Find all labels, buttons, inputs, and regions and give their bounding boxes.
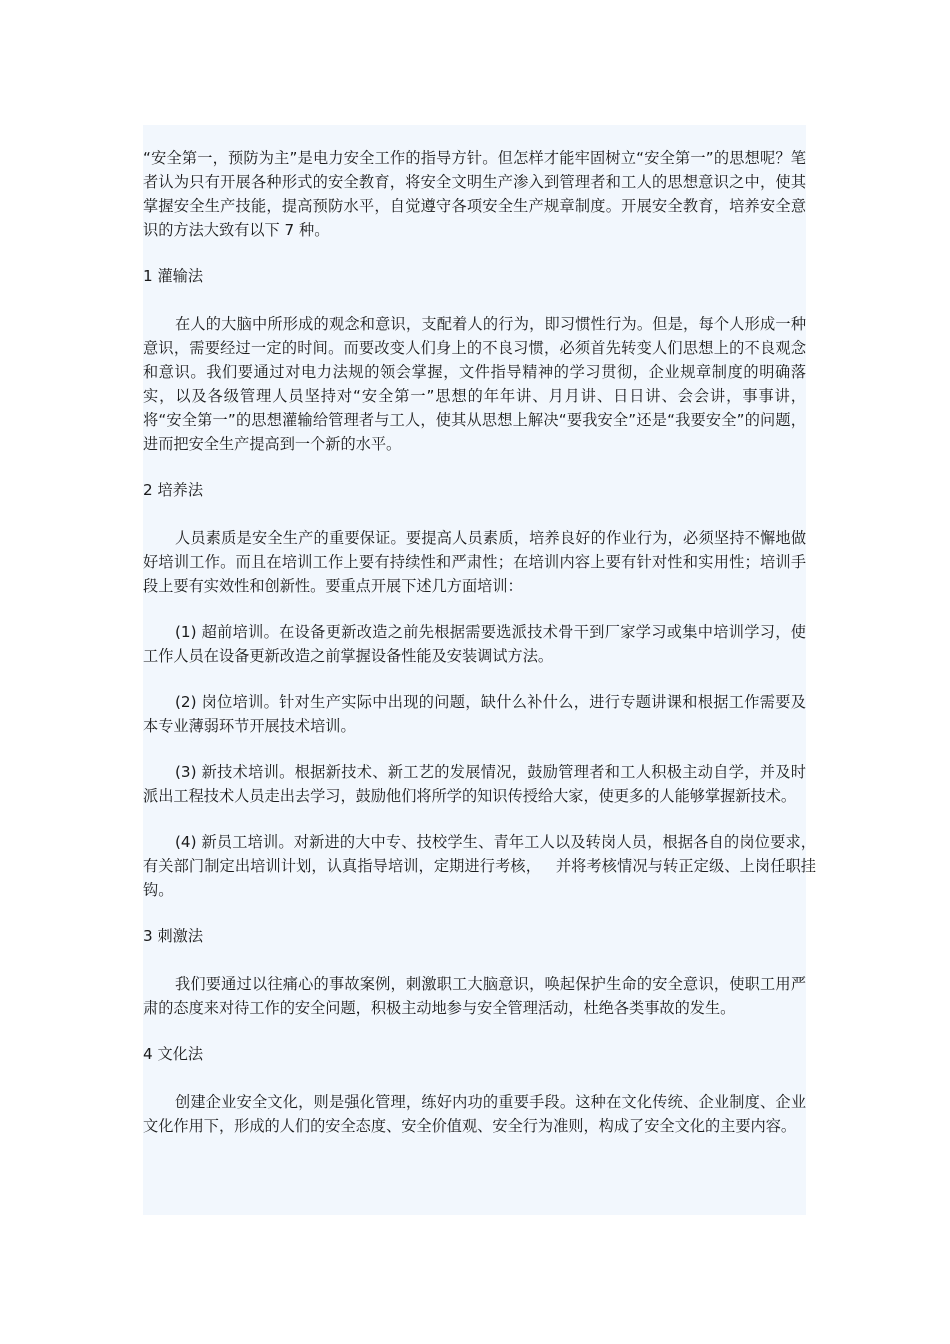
section-2-paragraph-3: (2) 岗位培训。针对生产实际中出现的问题，缺什么补什么，进行专题讲课和根据工作需要及本专业薄弱环节开展技术培训。	[143, 693, 806, 735]
section-heading-4: 4 文化法	[143, 1045, 204, 1063]
section-2-paragraph-5: (4) 新员工培训。对新进的大中专、技校学生、青年工人以及转岗人员，根据各自的岗位要求，有关部门制定出培训计划，认真指导培训，定期进行考核， 并将考核情况与转正定级、上岗任职挂钩。	[143, 833, 816, 899]
section-heading-2: 2 培养法	[143, 481, 204, 499]
section-2-paragraph-2: (1) 超前培训。在设备更新改造之前先根据需要选派技术骨干到厂家学习或集中培训学习，使工作人员在设备更新改造之前掌握设备性能及安装调试方法。	[143, 623, 806, 665]
section-heading-3: 3 刺激法	[143, 927, 204, 945]
section-heading-1: 1 灌输法	[143, 267, 204, 285]
section-2-paragraph-1: 人员素质是安全生产的重要保证。要提高人员素质，培养良好的作业行为，必须坚持不懈地做好培训工作。而且在培训工作上要有持续性和严肃性；在培训内容上要有针对性和实用性；培训手段上要有实效性和创新性。要重点开展下述几方面培训：	[143, 529, 806, 595]
section-3-paragraph-1: 我们要通过以往痛心的事故案例，刺激职工大脑意识，唤起保护生命的安全意识，使职工用严肃的态度来对待工作的安全问题，积极主动地参与安全管理活动，杜绝各类事故的发生。	[143, 975, 806, 1017]
article-body	[143, 125, 826, 1215]
intro-paragraph: “安全第一，预防为主”是电力安全工作的指导方针。但怎样才能牢固树立“安全第一”的思想呢？笔者认为只有开展各种形式的安全教育，将安全文明生产渗入到管理者和工人的思想意识之中，使其掌握安全生产技能，提高预防水平，自觉遵守各项安全生产规章制度。开展安全教育，培养安全意识的方法大致有以下 7 种。	[143, 149, 806, 239]
section-4-paragraph-1: 创建企业安全文化，则是强化管理，练好内功的重要手段。这种在文化传统、企业制度、企业文化作用下，形成的人们的安全态度、安全价值观、安全行为准则，构成了安全文化的主要内容。	[143, 1093, 806, 1135]
section-1-paragraph-1: 在人的大脑中所形成的观念和意识，支配着人的行为，即习惯性行为。但是，每个人形成一种意识，需要经过一定的时间。而要改变人们身上的不良习惯，必须首先转变人们思想上的不良观念和意识。我们要通过对电力法规的领会掌握，文件指导精神的学习贯彻，企业规章制度的明确落实，以及各级管理人员坚持对“安全第一”思想的年年讲、月月讲、日日讲、会会讲，事事讲， 将“安全第一”的思想灌输给管理者与工人，使其从思想上解决“要我安全”还是“我要安全”的问题，进而把安全生产提高到一个新的水平。	[143, 315, 826, 453]
section-2-paragraph-4: (3) 新技术培训。根据新技术、新工艺的发展情况，鼓励管理者和工人积极主动自学，并及时派出工程技术人员走出去学习，鼓励他们将所学的知识传授给大家，使更多的人能够掌握新技术。	[143, 763, 806, 805]
